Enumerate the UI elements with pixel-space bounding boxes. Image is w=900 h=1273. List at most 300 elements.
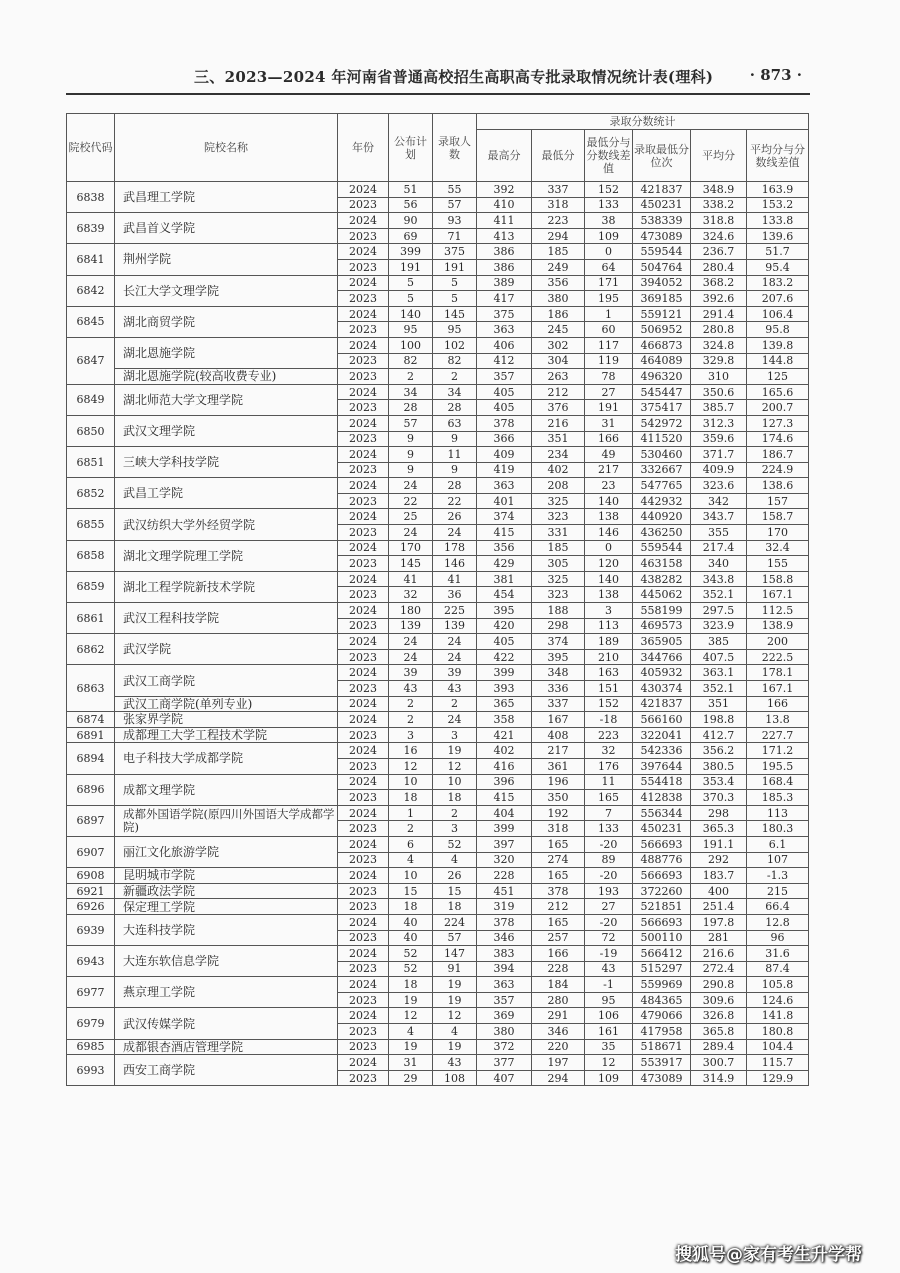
cell-min: 167	[532, 712, 585, 728]
cell-admitted: 39	[433, 665, 477, 681]
cell-min-diff: 117	[585, 337, 633, 353]
cell-min-rank: 506952	[633, 322, 691, 338]
cell-min-diff: 64	[585, 259, 633, 275]
cell-avg-diff: 115.7	[747, 1055, 809, 1071]
cell-admitted: 3	[433, 821, 477, 837]
cell-max: 366	[477, 431, 532, 447]
cell-avg-diff: 157	[747, 493, 809, 509]
cell-plan: 10	[389, 774, 433, 790]
cell-plan: 191	[389, 259, 433, 275]
school-name: 武昌工学院	[115, 478, 338, 509]
cell-plan: 180	[389, 603, 433, 619]
school-name: 湖北恩施学院(较高收费专业)	[115, 369, 338, 385]
cell-min: 228	[532, 961, 585, 977]
table-row	[67, 603, 809, 619]
cell-min: 257	[532, 930, 585, 946]
cell-max: 369	[477, 1008, 532, 1024]
cell-avg-diff: 105.8	[747, 977, 809, 993]
cell-avg-diff: 104.4	[747, 1039, 809, 1055]
cell-max: 392	[477, 182, 532, 198]
col-header-code: 院校代码	[67, 114, 115, 182]
cell-year: 2024	[338, 447, 389, 463]
cell-max: 394	[477, 961, 532, 977]
cell-min-diff: 133	[585, 197, 633, 213]
cell-max: 396	[477, 774, 532, 790]
cell-min-rank: 566693	[633, 836, 691, 852]
cell-admitted: 12	[433, 1008, 477, 1024]
cell-max: 389	[477, 275, 532, 291]
cell-max: 401	[477, 493, 532, 509]
cell-avg-diff: 178.1	[747, 665, 809, 681]
cell-year: 2024	[338, 743, 389, 759]
cell-min-diff: 152	[585, 182, 633, 198]
cell-min-diff: 166	[585, 431, 633, 447]
cell-max: 413	[477, 228, 532, 244]
cell-max: 404	[477, 805, 532, 821]
cell-admitted: 19	[433, 992, 477, 1008]
cell-min-rank: 566693	[633, 868, 691, 884]
cell-year: 2024	[338, 868, 389, 884]
cell-admitted: 28	[433, 400, 477, 416]
cell-plan: 52	[389, 961, 433, 977]
cell-avg: 351	[691, 696, 747, 712]
cell-min: 212	[532, 899, 585, 915]
cell-min-rank: 547765	[633, 478, 691, 494]
cell-min-diff: 72	[585, 930, 633, 946]
school-name: 成都外国语学院(原四川外国语大学成都学院)	[115, 805, 338, 836]
cell-avg: 236.7	[691, 244, 747, 260]
cell-plan: 139	[389, 618, 433, 634]
cell-admitted: 146	[433, 556, 477, 572]
cell-plan: 90	[389, 213, 433, 229]
cell-year: 2023	[338, 1039, 389, 1055]
cell-avg: 298	[691, 805, 747, 821]
table-row	[67, 1008, 809, 1024]
cell-min: 337	[532, 182, 585, 198]
cell-min-diff: -20	[585, 836, 633, 852]
cell-max: 320	[477, 852, 532, 868]
cell-admitted: 4	[433, 852, 477, 868]
cell-min-diff: 95	[585, 992, 633, 1008]
cell-min-rank: 365905	[633, 634, 691, 650]
school-code: 6839	[67, 213, 115, 244]
cell-avg: 309.6	[691, 992, 747, 1008]
cell-min-diff: 27	[585, 384, 633, 400]
cell-admitted: 43	[433, 681, 477, 697]
cell-year: 2023	[338, 883, 389, 899]
school-code: 6851	[67, 447, 115, 478]
school-name: 湖北商贸学院	[115, 306, 338, 337]
cell-year: 2024	[338, 946, 389, 962]
cell-year: 2024	[338, 571, 389, 587]
school-name: 三峡大学科技学院	[115, 447, 338, 478]
cell-admitted: 63	[433, 415, 477, 431]
cell-avg-diff: 222.5	[747, 649, 809, 665]
cell-min-diff: 7	[585, 805, 633, 821]
cell-year: 2024	[338, 665, 389, 681]
table-row	[67, 244, 809, 260]
cell-year: 2024	[338, 603, 389, 619]
cell-max: 228	[477, 868, 532, 884]
cell-avg-diff: 125	[747, 369, 809, 385]
cell-avg-diff: 195.5	[747, 758, 809, 774]
cell-plan: 95	[389, 322, 433, 338]
cell-max: 372	[477, 1039, 532, 1055]
school-code: 6943	[67, 946, 115, 977]
cell-min-diff: 31	[585, 415, 633, 431]
school-code: 6850	[67, 415, 115, 446]
cell-min: 184	[532, 977, 585, 993]
cell-min: 217	[532, 743, 585, 759]
cell-avg-diff: 133.8	[747, 213, 809, 229]
cell-max: 365	[477, 696, 532, 712]
table-row	[67, 306, 809, 322]
cell-avg: 365.8	[691, 1024, 747, 1040]
cell-min-diff: 0	[585, 244, 633, 260]
cell-max: 421	[477, 727, 532, 743]
cell-min-diff: 133	[585, 821, 633, 837]
cell-max: 402	[477, 743, 532, 759]
table-row	[67, 634, 809, 650]
school-code: 6855	[67, 509, 115, 540]
cell-admitted: 26	[433, 509, 477, 525]
cell-year: 2023	[338, 431, 389, 447]
cell-min-diff: 146	[585, 525, 633, 541]
cell-plan: 29	[389, 1070, 433, 1086]
cell-min-diff: 119	[585, 353, 633, 369]
cell-plan: 34	[389, 384, 433, 400]
cell-min: 337	[532, 696, 585, 712]
cell-min: 166	[532, 946, 585, 962]
cell-avg: 310	[691, 369, 747, 385]
cell-min: 336	[532, 681, 585, 697]
table-row	[67, 509, 809, 525]
cell-plan: 16	[389, 743, 433, 759]
cell-avg: 197.8	[691, 914, 747, 930]
cell-avg-diff: 106.4	[747, 306, 809, 322]
cell-year: 2023	[338, 587, 389, 603]
school-code: 6874	[67, 712, 115, 728]
cell-min-diff: 0	[585, 540, 633, 556]
cell-plan: 145	[389, 556, 433, 572]
cell-admitted: 191	[433, 259, 477, 275]
cell-min-rank: 545447	[633, 384, 691, 400]
school-code: 6891	[67, 727, 115, 743]
school-code: 6979	[67, 1008, 115, 1039]
cell-avg: 338.2	[691, 197, 747, 213]
cell-admitted: 82	[433, 353, 477, 369]
table-row	[67, 946, 809, 962]
cell-year: 2024	[338, 1055, 389, 1071]
cell-min-diff: 193	[585, 883, 633, 899]
cell-admitted: 24	[433, 525, 477, 541]
cell-plan: 10	[389, 868, 433, 884]
cell-avg-diff: 158.7	[747, 509, 809, 525]
cell-avg: 352.1	[691, 681, 747, 697]
cell-max: 383	[477, 946, 532, 962]
cell-min: 323	[532, 587, 585, 603]
cell-year: 2024	[338, 415, 389, 431]
cell-min: 402	[532, 462, 585, 478]
cell-plan: 12	[389, 758, 433, 774]
cell-min-rank: 430374	[633, 681, 691, 697]
cell-admitted: 91	[433, 961, 477, 977]
cell-plan: 18	[389, 899, 433, 915]
cell-avg: 385.7	[691, 400, 747, 416]
cell-admitted: 375	[433, 244, 477, 260]
cell-plan: 24	[389, 478, 433, 494]
table-row	[67, 213, 809, 229]
cell-min-diff: 109	[585, 1070, 633, 1086]
cell-admitted: 9	[433, 462, 477, 478]
cell-max: 377	[477, 1055, 532, 1071]
cell-max: 409	[477, 447, 532, 463]
school-code: 6985	[67, 1039, 115, 1055]
cell-min-rank: 566160	[633, 712, 691, 728]
cell-admitted: 224	[433, 914, 477, 930]
cell-admitted: 57	[433, 197, 477, 213]
cell-avg: 409.9	[691, 462, 747, 478]
school-name: 保定理工学院	[115, 899, 338, 915]
cell-avg-diff: 113	[747, 805, 809, 821]
cell-max: 422	[477, 649, 532, 665]
cell-avg-diff: 96	[747, 930, 809, 946]
cell-avg-diff: 6.1	[747, 836, 809, 852]
cell-plan: 24	[389, 649, 433, 665]
school-code: 6908	[67, 868, 115, 884]
cell-min: 196	[532, 774, 585, 790]
cell-plan: 57	[389, 415, 433, 431]
cell-avg: 324.8	[691, 337, 747, 353]
cell-max: 386	[477, 259, 532, 275]
cell-plan: 3	[389, 727, 433, 743]
cell-min-diff: 89	[585, 852, 633, 868]
cell-year: 2023	[338, 197, 389, 213]
cell-year: 2024	[338, 805, 389, 821]
cell-avg: 353.4	[691, 774, 747, 790]
cell-min-diff: 191	[585, 400, 633, 416]
cell-min: 374	[532, 634, 585, 650]
cell-min-rank: 463158	[633, 556, 691, 572]
cell-year: 2023	[338, 259, 389, 275]
cell-max: 357	[477, 369, 532, 385]
cell-avg-diff: 171.2	[747, 743, 809, 759]
table-row	[67, 665, 809, 681]
school-code: 6852	[67, 478, 115, 509]
table-row	[67, 805, 809, 821]
cell-avg-diff: 165.6	[747, 384, 809, 400]
cell-max: 363	[477, 478, 532, 494]
col-header-admitted: 录取人数	[433, 114, 477, 182]
cell-min: 298	[532, 618, 585, 634]
cell-year: 2024	[338, 509, 389, 525]
cell-max: 405	[477, 400, 532, 416]
table-row	[67, 478, 809, 494]
cell-max: 415	[477, 525, 532, 541]
cell-min-diff: 3	[585, 603, 633, 619]
table-row	[67, 369, 809, 385]
cell-max: 407	[477, 1070, 532, 1086]
cell-min-diff: 140	[585, 571, 633, 587]
school-name: 成都理工大学工程技术学院	[115, 727, 338, 743]
school-name: 西安工商学院	[115, 1055, 338, 1086]
cell-avg-diff: 95.8	[747, 322, 809, 338]
cell-year: 2024	[338, 836, 389, 852]
table-row	[67, 182, 809, 198]
cell-avg-diff: 174.6	[747, 431, 809, 447]
cell-year: 2023	[338, 618, 389, 634]
cell-min-rank: 521851	[633, 899, 691, 915]
cell-year: 2023	[338, 493, 389, 509]
cell-avg-diff: 124.6	[747, 992, 809, 1008]
school-code: 6859	[67, 571, 115, 602]
cell-year: 2023	[338, 322, 389, 338]
cell-min-diff: 43	[585, 961, 633, 977]
table-row	[67, 1055, 809, 1071]
cell-plan: 69	[389, 228, 433, 244]
cell-avg-diff: 163.9	[747, 182, 809, 198]
cell-plan: 56	[389, 197, 433, 213]
cell-plan: 40	[389, 930, 433, 946]
cell-max: 378	[477, 415, 532, 431]
table-row	[67, 712, 809, 728]
cell-min-rank: 469573	[633, 618, 691, 634]
school-code: 6838	[67, 182, 115, 213]
cell-admitted: 19	[433, 743, 477, 759]
cell-min-diff: 106	[585, 1008, 633, 1024]
cell-min-rank: 464089	[633, 353, 691, 369]
cell-max: 319	[477, 899, 532, 915]
cell-admitted: 9	[433, 431, 477, 447]
cell-avg-diff: 200	[747, 634, 809, 650]
cell-min: 165	[532, 914, 585, 930]
cell-avg: 365.3	[691, 821, 747, 837]
cell-avg-diff: 107	[747, 852, 809, 868]
cell-max: 399	[477, 821, 532, 837]
cell-plan: 2	[389, 369, 433, 385]
cell-min: 380	[532, 291, 585, 307]
cell-avg: 352.1	[691, 587, 747, 603]
cell-plan: 25	[389, 509, 433, 525]
table-row	[67, 977, 809, 993]
table-row	[67, 384, 809, 400]
cell-avg-diff: 95.4	[747, 259, 809, 275]
cell-avg: 343.7	[691, 509, 747, 525]
cell-min: 188	[532, 603, 585, 619]
school-code: 6861	[67, 603, 115, 634]
table-row	[67, 540, 809, 556]
cell-min-rank: 538339	[633, 213, 691, 229]
cell-avg: 198.8	[691, 712, 747, 728]
school-code: 6977	[67, 977, 115, 1008]
school-code: 6847	[67, 337, 115, 384]
cell-avg: 291.4	[691, 306, 747, 322]
school-code: 6862	[67, 634, 115, 665]
cell-min-rank: 542336	[633, 743, 691, 759]
cell-max: 356	[477, 540, 532, 556]
school-name: 湖北恩施学院	[115, 337, 338, 368]
cell-plan: 2	[389, 712, 433, 728]
cell-year: 2023	[338, 525, 389, 541]
cell-max: 363	[477, 322, 532, 338]
cell-min: 331	[532, 525, 585, 541]
cell-min-diff: 152	[585, 696, 633, 712]
cell-min-diff: 120	[585, 556, 633, 572]
cell-min-rank: 397644	[633, 758, 691, 774]
cell-avg: 392.6	[691, 291, 747, 307]
cell-year: 2023	[338, 790, 389, 806]
cell-avg: 400	[691, 883, 747, 899]
cell-plan: 12	[389, 1008, 433, 1024]
cell-plan: 28	[389, 400, 433, 416]
cell-min: 291	[532, 1008, 585, 1024]
cell-avg: 323.9	[691, 618, 747, 634]
cell-min: 185	[532, 540, 585, 556]
school-name: 成都文理学院	[115, 774, 338, 805]
cell-avg: 368.2	[691, 275, 747, 291]
cell-avg-diff: 183.2	[747, 275, 809, 291]
school-name: 昆明城市学院	[115, 868, 338, 884]
cell-avg-diff: 87.4	[747, 961, 809, 977]
cell-min: 356	[532, 275, 585, 291]
cell-min-diff: 35	[585, 1039, 633, 1055]
cell-avg: 272.4	[691, 961, 747, 977]
cell-avg: 359.6	[691, 431, 747, 447]
cell-min-rank: 450231	[633, 821, 691, 837]
cell-min-rank: 372260	[633, 883, 691, 899]
school-name: 大连东软信息学院	[115, 946, 338, 977]
cell-min-rank: 484365	[633, 992, 691, 1008]
cell-year: 2024	[338, 696, 389, 712]
cell-plan: 2	[389, 696, 433, 712]
cell-max: 415	[477, 790, 532, 806]
cell-min: 294	[532, 1070, 585, 1086]
cell-avg-diff: 158.8	[747, 571, 809, 587]
cell-avg: 385	[691, 634, 747, 650]
cell-admitted: 10	[433, 774, 477, 790]
col-header-min-diff: 最低分与分数线差值	[585, 130, 633, 182]
school-code: 6926	[67, 899, 115, 915]
cell-min-rank: 566693	[633, 914, 691, 930]
cell-min: 216	[532, 415, 585, 431]
cell-max: 397	[477, 836, 532, 852]
cell-year: 2023	[338, 462, 389, 478]
cell-year: 2024	[338, 914, 389, 930]
cell-admitted: 178	[433, 540, 477, 556]
cell-max: 412	[477, 353, 532, 369]
cell-plan: 4	[389, 1024, 433, 1040]
cell-min-diff: 217	[585, 462, 633, 478]
cell-avg-diff: 186.7	[747, 447, 809, 463]
cell-min: 346	[532, 1024, 585, 1040]
table-row	[67, 868, 809, 884]
cell-plan: 19	[389, 992, 433, 1008]
cell-min-diff: 223	[585, 727, 633, 743]
cell-min: 165	[532, 868, 585, 884]
col-header-max: 最高分	[477, 130, 532, 182]
cell-plan: 41	[389, 571, 433, 587]
cell-min-diff: 138	[585, 509, 633, 525]
cell-avg: 280.8	[691, 322, 747, 338]
cell-min: 325	[532, 493, 585, 509]
table-row	[67, 275, 809, 291]
cell-avg: 326.8	[691, 1008, 747, 1024]
school-code: 6939	[67, 914, 115, 945]
cell-min: 294	[532, 228, 585, 244]
cell-min: 192	[532, 805, 585, 821]
cell-max: 381	[477, 571, 532, 587]
school-name: 武汉工商学院	[115, 665, 338, 696]
